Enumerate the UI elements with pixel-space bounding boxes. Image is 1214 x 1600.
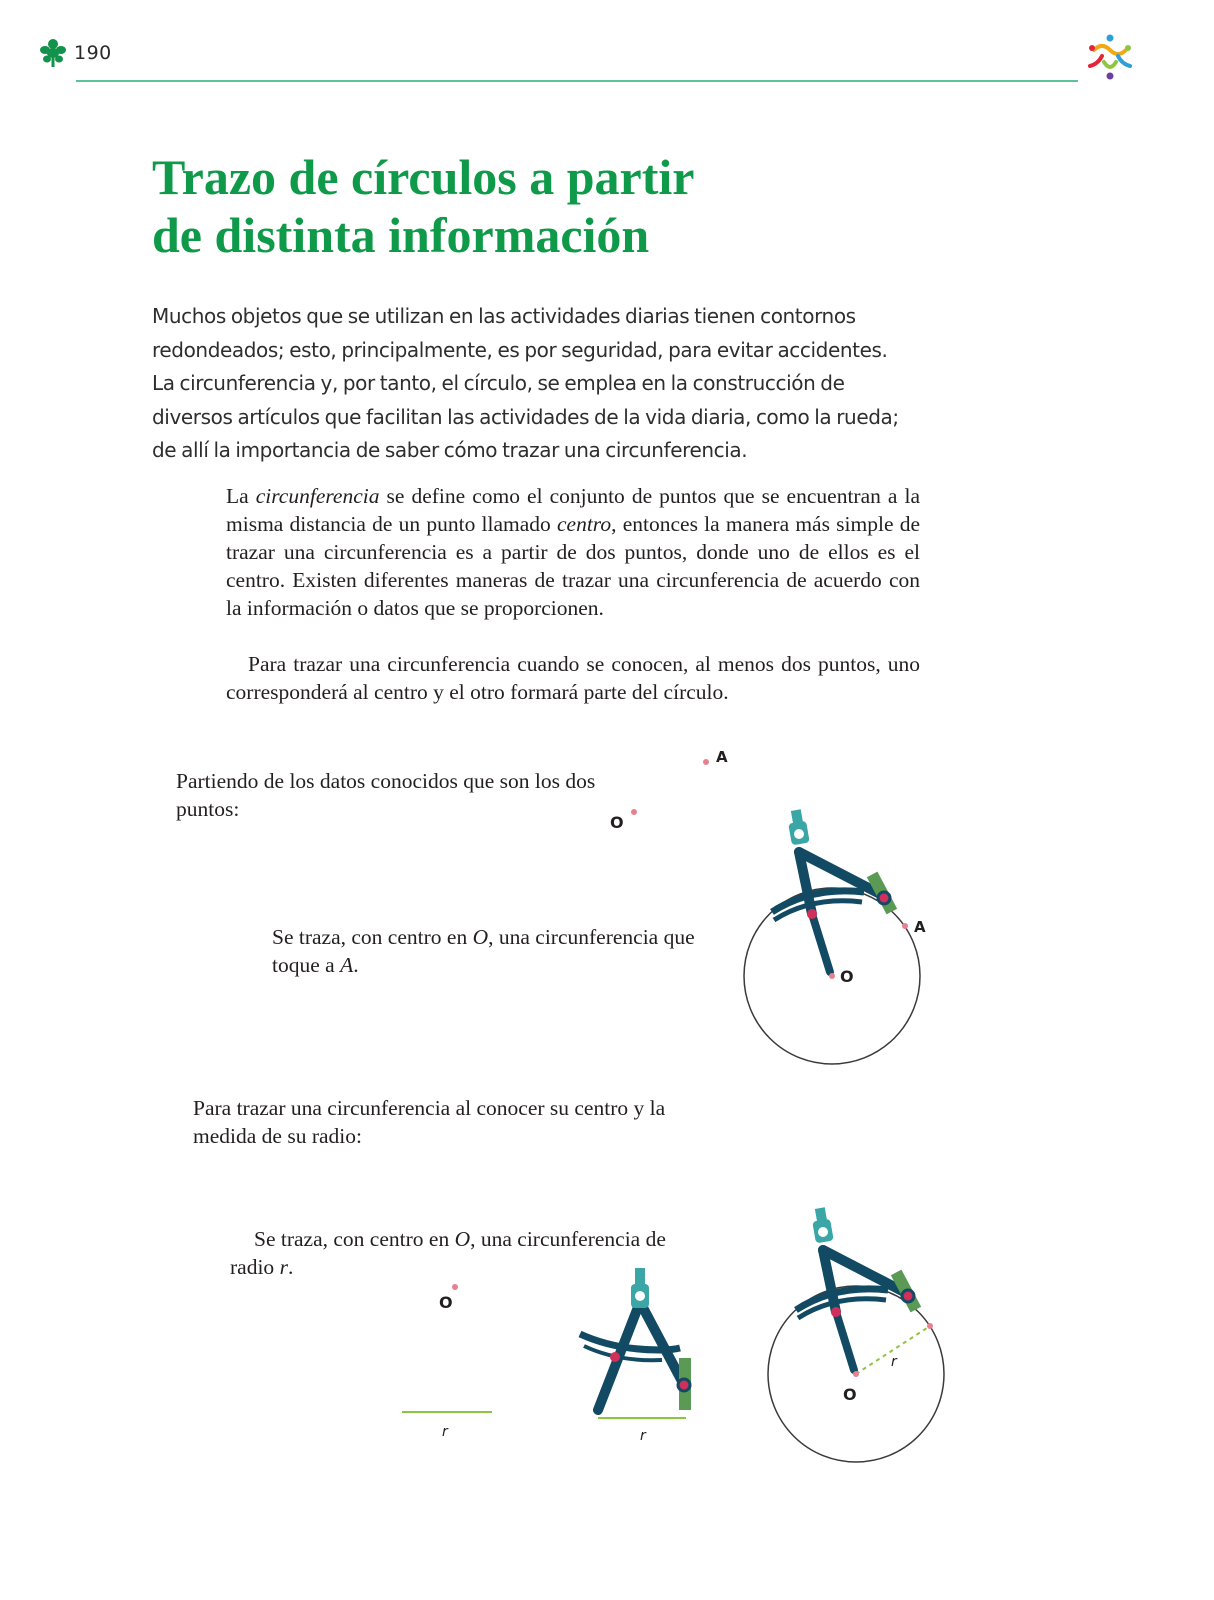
- radius-intro: Para trazar una circunferencia al conocer su centro y la medida de su radio:: [193, 1096, 666, 1148]
- center-o-marker-2: [452, 1284, 458, 1290]
- point-a-on-circle: [902, 923, 908, 929]
- variable-a: A: [340, 953, 354, 977]
- compass-tool-icon-2: [796, 1207, 921, 1370]
- point-a-marker: [703, 759, 709, 765]
- definition-text-2: se define como el conjunto de puntos que se encuentran a la misma distancia de un punto llamado: [226, 484, 920, 536]
- radius-label-2: r: [640, 1428, 646, 1444]
- compass-tool-icon: [772, 809, 897, 972]
- step-trace-center-text-3: .: [353, 953, 359, 977]
- step-trace-radius-text-2: , una circunferencia de radio: [230, 1227, 666, 1279]
- circle-point-marker: [927, 1323, 933, 1329]
- intro-paragraph: Muchos objetos que se utilizan en las actividades diarias tienen contornos redondeados; esto, principalmente, es por seguridad, para evitar accidentes. La circunferencia y, por tanto, el círculo, se emplea en la construcción de diversos artículos que facilitan las actividades de la vida diaria, como la rueda; de allí la importancia de saber cómo trazar una circunferencia.: [152, 304, 899, 462]
- point-a-label: A: [716, 748, 728, 766]
- definition-text-3: , entonces la manera más simple de trazar una circunferencia es a partir de dos puntos, donde uno de ellos es el centro. Existen diferentes maneras de trazar una circunferencia de acuerdo con la información o datos que se proporcionen.: [226, 512, 920, 620]
- center-o-label-1: O: [840, 967, 854, 986]
- step-trace-center-text-2: , una circunferencia que toque a: [272, 925, 695, 977]
- title-line-2: de distinta información: [152, 207, 650, 263]
- center-o-marker-3: [853, 1371, 859, 1377]
- two-points-paragraph: Para trazar una circunferencia cuando se conocen, al menos dos puntos, uno corresponderá al centro y el otro formará parte del círculo.: [226, 652, 920, 704]
- center-o-marker-1: [829, 973, 835, 979]
- step-trace-radius-text-3: .: [287, 1255, 294, 1279]
- radius-label-3: r: [891, 1354, 897, 1370]
- term-circunferencia: circunferencia: [255, 484, 380, 508]
- point-a-label-2: A: [914, 918, 926, 936]
- term-centro: centro: [557, 512, 612, 536]
- compass-opened-icon: [580, 1268, 691, 1410]
- step-known-points: Partiendo de los datos conocidos que son los dos puntos:: [176, 769, 596, 821]
- page-number: 190: [74, 42, 112, 64]
- variable-o-2: O: [454, 1227, 471, 1251]
- point-o-marker: [631, 809, 637, 815]
- title-line-1: Trazo de círculos a partir: [152, 149, 695, 205]
- step-trace-center-text-1: Se traza, con centro en: [272, 925, 473, 949]
- point-o-label: O: [610, 813, 624, 832]
- center-o-label-3: O: [843, 1385, 857, 1404]
- center-o-label-2: O: [439, 1293, 453, 1312]
- variable-r: r: [279, 1255, 288, 1279]
- variable-o: O: [472, 925, 489, 949]
- step-trace-radius-text-1: Se traza, con centro en: [254, 1227, 455, 1251]
- radius-label-1: r: [442, 1424, 448, 1440]
- definition-text-1: La: [226, 484, 256, 508]
